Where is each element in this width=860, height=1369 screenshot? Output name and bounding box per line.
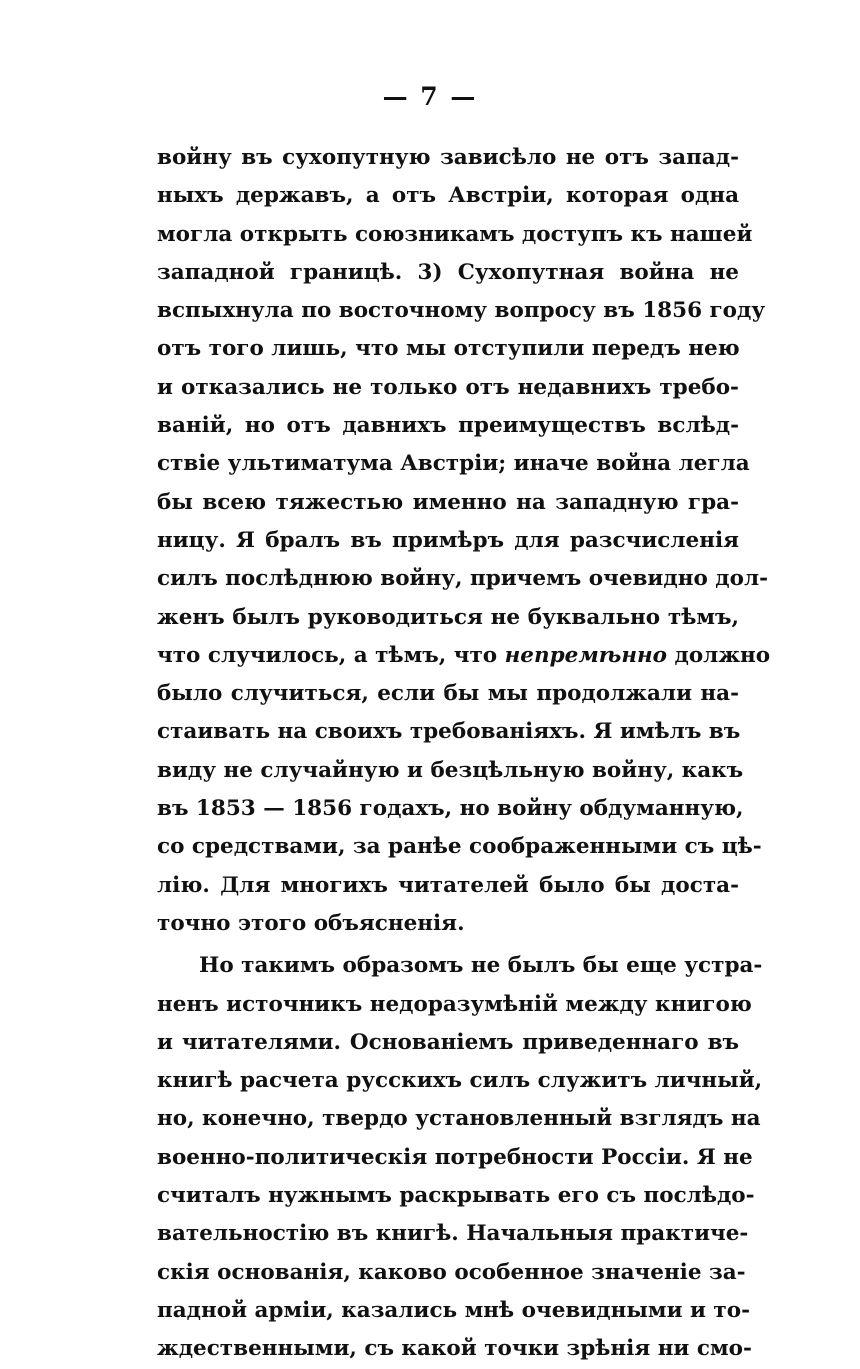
text-line: и отказались не только отъ недавнихъ требо- — [157, 374, 739, 400]
text-line: силъ послѣднюю войну, причемъ очевидно дол- — [157, 566, 769, 592]
text-line: могла открыть союзникамъ доступъ къ нашей — [157, 221, 753, 247]
text-line: въ 1853 — 1856 годахъ, но войну обдуманную, — [157, 796, 744, 822]
text-line: ваній, но отъ давнихъ преимуществъ вслѣд- — [157, 413, 739, 439]
text-line: вательностію въ книгѣ. Начальныя практиче- — [157, 1221, 749, 1247]
text-line: ницу. Я бралъ въ примѣръ для разсчисленія — [157, 527, 739, 553]
text-line: бы всею тяжестью именно на западную гра- — [157, 489, 739, 515]
text-segment: должно — [667, 642, 771, 668]
text-line: было случиться, если бы мы продолжали на- — [157, 681, 739, 707]
text-line: со средствами, за ранѣе соображенными съ цѣ- — [157, 834, 762, 860]
text-segment: что случилось, а тѣмъ, что — [157, 642, 505, 668]
text-line: и читателями. Основаніемъ приведеннаго въ — [157, 1029, 739, 1055]
text-line: Но такимъ образомъ не былъ бы еще устра- — [199, 953, 763, 979]
main-text — [157, 139, 771, 1369]
paragraph-2 — [157, 947, 763, 1368]
italic-emphasis: непремѣнно — [504, 642, 668, 668]
text-line: скія основанія, каково особенное значеніе за- — [157, 1259, 746, 1285]
text-line: точно этого объясненія. — [157, 910, 465, 936]
text-line: ждественными, съ какой точки зрѣнія ни смо- — [157, 1336, 752, 1362]
text-line: стаивать на своихъ требованіяхъ. Я имѣлъ въ — [157, 719, 741, 745]
text-line: военно-политическія потребности Россіи. Я не — [157, 1144, 753, 1170]
text-line: виду не случайную и безцѣльную войну, какъ — [157, 757, 744, 783]
text-line: ствіе ультиматума Австріи; иначе война легла — [157, 451, 750, 477]
text-line: западной границѣ. 3) Сухопутная война не — [157, 259, 739, 285]
text-line: но, конечно, твердо установленный взглядъ на — [157, 1106, 761, 1132]
paragraph-1 — [157, 139, 771, 943]
text-line-with-italic — [157, 637, 771, 675]
text-line: ненъ источникъ недоразумѣній между книгою — [157, 991, 752, 1017]
text-line: считалъ нужнымъ раскрывать его съ послѣдо- — [157, 1183, 755, 1209]
text-line: отъ того лишь, что мы отступили передъ нею — [157, 336, 740, 362]
text-line: женъ былъ руководиться не буквально тѣмъ, — [157, 604, 739, 630]
text-line: лію. Для многихъ читателей было бы доста- — [157, 872, 739, 898]
page-number: — 7 — — [382, 82, 478, 111]
text-line: книгѣ расчета русскихъ силъ служитъ личный, — [157, 1068, 763, 1094]
text-line: падной арміи, казались мнѣ очевидными и то- — [157, 1297, 751, 1323]
text-line: войну въ сухопутную зависѣло не отъ запад- — [157, 145, 739, 170]
text-line: ныхъ державъ, а отъ Австріи, которая одна — [157, 183, 739, 209]
text-line: вспыхнула по восточному вопросу въ 1856 году — [157, 298, 766, 324]
